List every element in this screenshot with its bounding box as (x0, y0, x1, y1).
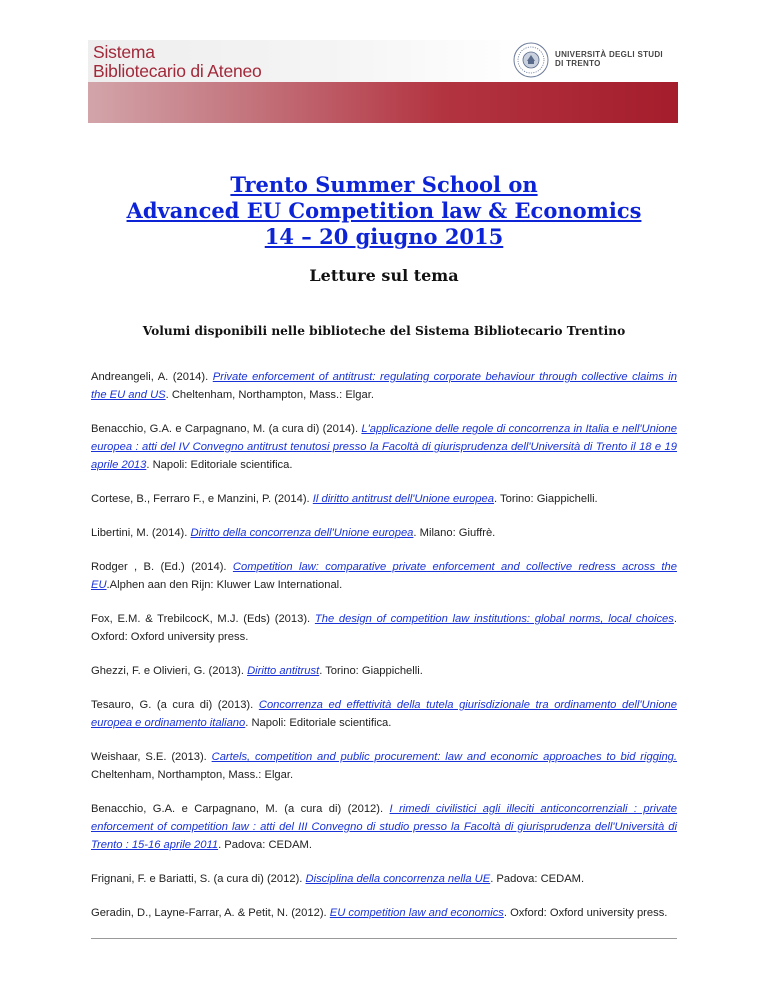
reference-publisher: .Alphen aan den Rijn: Kluwer Law International. (106, 579, 343, 591)
banner-red-band (88, 82, 678, 123)
reference-link[interactable]: Cartels, competition and public procurement: law and economic approaches to bid rigging. (211, 751, 677, 763)
library-system-logo[interactable] (93, 43, 262, 81)
reference-authors: Andreangeli, A. (2014). (91, 371, 213, 383)
reference-link[interactable]: Diritto della concorrenza dell'Unione europea (190, 527, 414, 539)
header-banner (88, 40, 678, 123)
reference-publisher: . Padova: CEDAM. (490, 873, 585, 885)
reference-authors: Benacchio, G.A. e Carpagnano, M. (a cura di) (2014). (91, 423, 362, 435)
reference-authors: Geradin, D., Layne-Farrar, A. & Petit, N. (2012). (91, 907, 330, 919)
reference-publisher: . Oxford: Oxford university press. (91, 613, 677, 643)
reference-publisher: . Oxford: Oxford university press. (503, 907, 668, 919)
reference-publisher: . Torino: Giappichelli. (494, 493, 598, 505)
reference-item (91, 558, 677, 594)
reference-link[interactable]: Il diritto antitrust dell'Unione europea (312, 493, 495, 505)
reference-link[interactable]: Concorrenza ed effettività della tutela giurisdizionale tra ordinamento dell'Unione europea e ordinamento italiano (91, 699, 677, 729)
reference-item (91, 490, 677, 508)
reference-link[interactable]: I rimedi civilistici agli illeciti anticoncorrenziali : private enforcement of competition law : atti del III Convegno di studio presso la Facoltà di giurisprudenza dell'Università di Trento : 15-16 aprile 2011 (91, 803, 678, 851)
reference-link[interactable]: Competition law: comparative private enforcement and collective redress across the EU (91, 561, 677, 591)
reference-authors: Benacchio, G.A. e Carpagnano, M. (a cura di) (2012). (91, 803, 390, 815)
title-line-1[interactable]: Trento Summer School on (230, 172, 538, 197)
reference-authors: Rodger , B. (Ed.) (2014). (91, 561, 233, 573)
reference-authors: Libertini, M. (2014). (91, 527, 191, 539)
reference-authors: Frignani, F. e Bariatti, S. (a cura di) (2012). (91, 873, 306, 885)
reference-item (91, 368, 677, 404)
reference-link[interactable]: Private enforcement of antitrust: regulating corporate behaviour through collective claims in the EU and US (91, 371, 677, 401)
reference-link[interactable]: The design of competition law institutions: global norms, local choices (314, 613, 674, 625)
reference-authors: Ghezzi, F. e Olivieri, G. (2013). (91, 665, 248, 677)
reference-list (91, 368, 677, 938)
reference-publisher: Cheltenham, Northampton, Mass.: Elgar. (91, 769, 294, 781)
reference-authors: Tesauro, G. (a cura di) (2013). (91, 699, 259, 711)
reference-link[interactable]: EU competition law and economics (329, 907, 504, 919)
title-line-3[interactable]: 14 – 20 giugno 2015 (264, 224, 504, 249)
page-subtitle: Letture sul tema (309, 266, 459, 285)
university-seal-icon (513, 42, 549, 78)
reference-item (91, 904, 677, 922)
reference-authors: Fox, E.M. & TrebilcocK, M.J. (Eds) (2013). (91, 613, 315, 625)
reference-publisher: . Napoli: Editoriale scientifica. (245, 717, 392, 729)
reference-item (91, 696, 677, 732)
reference-item (91, 870, 677, 888)
reference-publisher: . Padova: CEDAM. (218, 839, 312, 851)
reference-item (91, 524, 677, 542)
reference-publisher: . Torino: Giappichelli. (319, 665, 423, 677)
page-title[interactable] (0, 172, 768, 250)
footer-divider (91, 938, 677, 939)
reference-item (91, 610, 677, 646)
reference-item (91, 800, 677, 854)
reference-publisher: . Milano: Giuffrè. (413, 527, 496, 539)
reference-authors: Weishaar, S.E. (2013). (91, 751, 212, 763)
reference-authors: Cortese, B., Ferraro F., e Manzini, P. (2014). (91, 493, 313, 505)
reference-item (91, 420, 677, 474)
reference-link[interactable]: Diritto antitrust (247, 665, 320, 677)
reference-publisher: . Cheltenham, Northampton, Mass.: Elgar. (165, 389, 374, 401)
university-line-2: DI TRENTO (555, 59, 601, 68)
title-line-2[interactable]: Advanced EU Competition law & Economics (126, 198, 642, 223)
university-logo[interactable] (513, 42, 673, 80)
reference-link[interactable]: L'applicazione delle regole di concorrenza in Italia e nell'Unione europea : atti del IV Convegno antitrust tenutosi presso la Facoltà di giurisprudenza dell'Università di Trento il 18 e 19 aprile 2013 (91, 423, 677, 471)
reference-item (91, 662, 677, 680)
section-heading: Volumi disponibili nelle biblioteche del Sistema Bibliotecario Trentino (142, 324, 626, 338)
reference-link[interactable]: Disciplina della concorrenza nella UE (305, 873, 491, 885)
reference-publisher: . Napoli: Editoriale scientifica. (146, 459, 293, 471)
logo-line-2: Bibliotecario di Ateneo (93, 61, 262, 81)
university-name (555, 50, 663, 68)
reference-item (91, 748, 677, 784)
logo-line-1: Sistema (93, 42, 155, 62)
university-line-1: UNIVERSITÀ DEGLI STUDI (555, 50, 663, 59)
